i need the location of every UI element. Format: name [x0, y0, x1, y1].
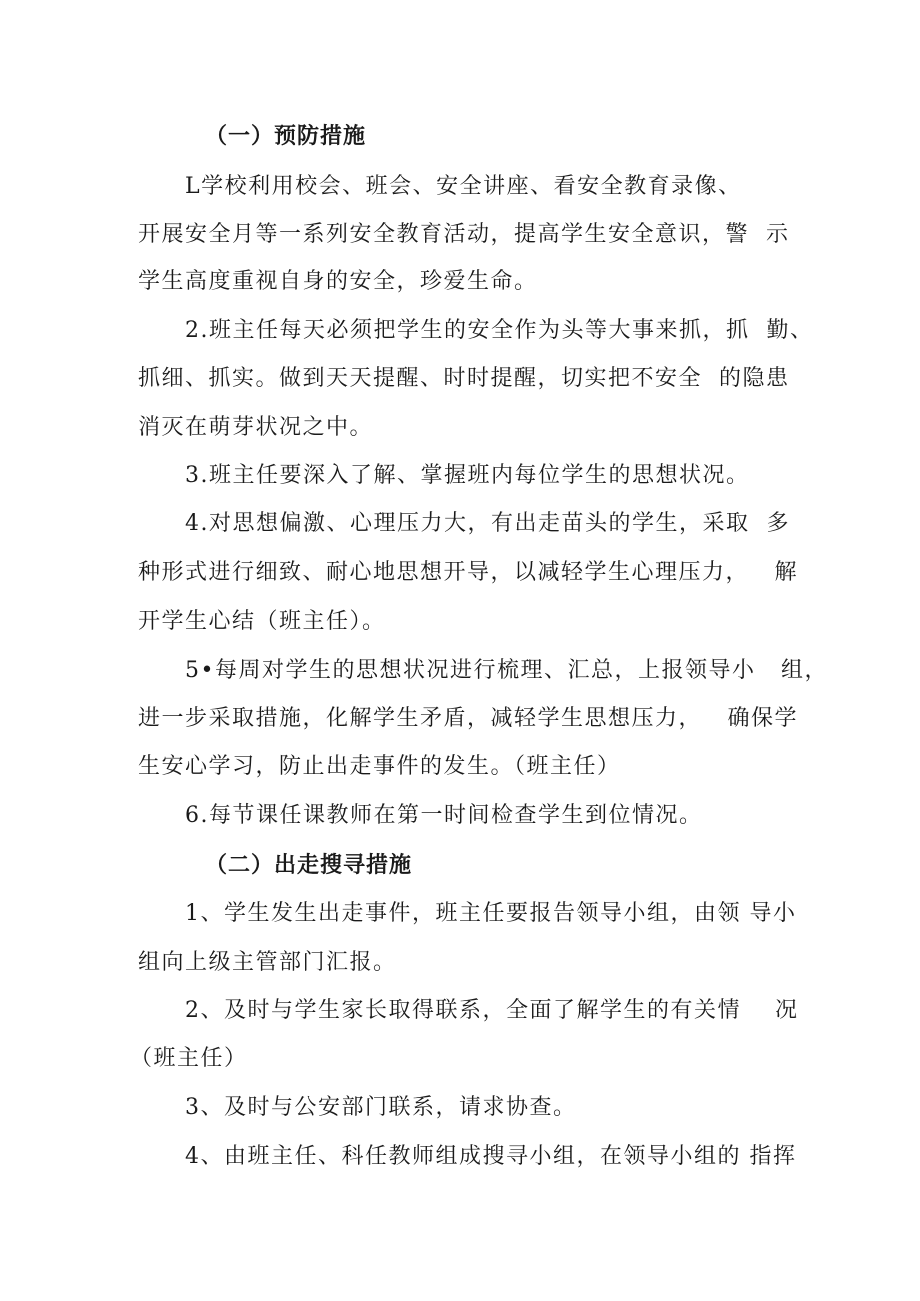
paragraph-line: 5•每周对学生的思想状况进行梳理、汇总，上报领导小 组， [185, 658, 828, 683]
paragraph-line: 生安心学习，防止出走事件的发生。（班主任） [138, 754, 621, 779]
section-heading-prevention: （一）预防措施 [205, 124, 367, 149]
paragraph-line: 2.班主任每天必须把学生的安全作为头等大事来抓，抓 勤、 [185, 318, 814, 343]
paragraph-line: 组向上级主管部门汇报。 [138, 950, 397, 975]
paragraph-line: 3、及时与公安部门联系，请求协查。 [185, 1095, 577, 1120]
paragraph-line: 进一步采取措施，化解学生矛盾，减轻学生思想压力， 确保学 [138, 706, 798, 731]
paragraph-line: （班主任） [130, 1046, 248, 1071]
paragraph-line: 4.对思想偏激、心理压力大，有出走苗头的学生，采取 多 [185, 511, 790, 536]
paragraph-line: 种形式进行细致、耐心地思想开导，以减轻学生心理压力， 解 [138, 560, 798, 585]
paragraph-line: 开学生心结（班主任）。 [138, 609, 386, 634]
paragraph-line: 抓细、抓实。做到天天提醒、时时提醒，切实把不安全 的隐患 [138, 366, 790, 391]
paragraph-line: 开展安全月等一系列安全教育活动，提高学生安全意识，警 示 [138, 222, 790, 247]
section-heading-search: （二）出走搜寻措施 [205, 853, 413, 878]
paragraph-line: 学生高度重视自身的安全，珍爱生命。 [138, 269, 538, 294]
paragraph-line: 3.班主任要深入了解、掌握班内每位学生的思想状况。 [185, 463, 750, 488]
paragraph-line: 6.每节课任课教师在第一时间检查学生到位情况。 [185, 803, 703, 828]
paragraph-line: 2、及时与学生家长取得联系，全面了解学生的有关情 况 [185, 998, 799, 1023]
paragraph-line: 1、学生发生出走事件，班主任要报告领导小组，由领 导小 [185, 901, 797, 926]
paragraph-line: 消灭在萌芽状况之中。 [138, 415, 374, 440]
paragraph-line: L学校利用校会、班会、安全讲座、看安全教育录像、 [185, 174, 742, 199]
paragraph-line: 4、由班主任、科任教师组成搜寻小组，在领导小组的 指挥 [185, 1144, 797, 1169]
